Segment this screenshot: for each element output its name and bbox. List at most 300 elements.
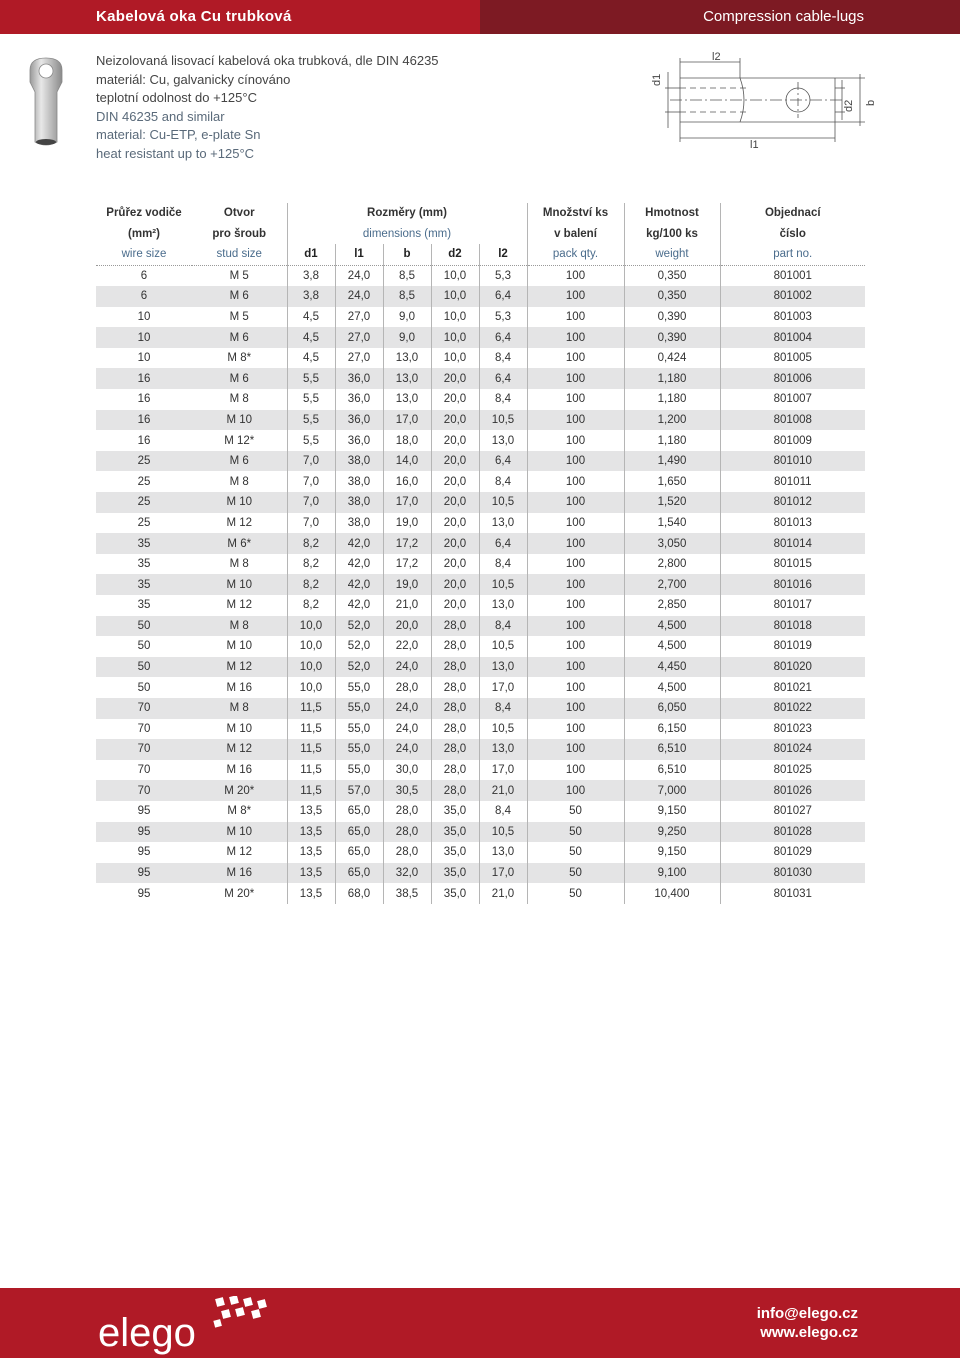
cell-b: 30,5 <box>383 780 431 801</box>
cell-wire: 6 <box>96 286 192 307</box>
cell-d1: 5,5 <box>287 389 335 410</box>
label-d1: d1 <box>651 73 663 86</box>
table-row <box>96 492 865 513</box>
cell-weight: 1,540 <box>624 513 720 534</box>
cell-stud: M 20* <box>192 780 287 801</box>
cell-pack: 50 <box>527 822 624 843</box>
cell-part: 801018 <box>720 616 865 637</box>
cell-stud: M 6 <box>192 327 287 348</box>
cell-stud: M 8 <box>192 616 287 637</box>
cell-l1: 38,0 <box>335 451 383 472</box>
table-row <box>96 554 865 575</box>
cell-stud: M 8 <box>192 389 287 410</box>
cell-part: 801027 <box>720 801 865 822</box>
table-row <box>96 739 865 760</box>
cell-d1: 11,5 <box>287 739 335 760</box>
cell-l2: 8,4 <box>479 348 527 369</box>
cell-part: 801029 <box>720 842 865 863</box>
cell-wire: 10 <box>96 307 192 328</box>
cell-wire: 16 <box>96 368 192 389</box>
label-l1: l1 <box>750 139 759 151</box>
cell-stud: M 10 <box>192 492 287 513</box>
elego-logo <box>96 1296 286 1356</box>
table-row <box>96 389 865 410</box>
cell-pack: 100 <box>527 410 624 431</box>
cell-b: 19,0 <box>383 574 431 595</box>
cell-stud: M 12 <box>192 657 287 678</box>
cell-pack: 100 <box>527 574 624 595</box>
cell-d2: 20,0 <box>431 574 479 595</box>
header-pack: Množství ks <box>527 203 624 224</box>
cell-b: 28,0 <box>383 822 431 843</box>
cell-d2: 10,0 <box>431 348 479 369</box>
cell-b: 16,0 <box>383 471 431 492</box>
cell-wire: 35 <box>96 595 192 616</box>
table-row <box>96 574 865 595</box>
table-row <box>96 533 865 554</box>
cell-wire: 16 <box>96 430 192 451</box>
cell-d2: 20,0 <box>431 471 479 492</box>
cell-part: 801009 <box>720 430 865 451</box>
cell-weight: 0,350 <box>624 286 720 307</box>
cell-pack: 100 <box>527 348 624 369</box>
table-row <box>96 863 865 884</box>
cell-pack: 100 <box>527 719 624 740</box>
cell-b: 28,0 <box>383 842 431 863</box>
cell-d1: 8,2 <box>287 574 335 595</box>
title-en: Compression cable-lugs <box>480 0 960 34</box>
cell-d2: 28,0 <box>431 780 479 801</box>
cell-stud: M 8 <box>192 471 287 492</box>
cell-stud: M 10 <box>192 636 287 657</box>
cell-part: 801006 <box>720 368 865 389</box>
cell-b: 20,0 <box>383 616 431 637</box>
cell-weight: 1,650 <box>624 471 720 492</box>
cell-d2: 20,0 <box>431 492 479 513</box>
table-row <box>96 719 865 740</box>
cell-l1: 68,0 <box>335 883 383 904</box>
cable-lug-photo <box>24 56 68 148</box>
cell-d1: 10,0 <box>287 677 335 698</box>
cell-l1: 27,0 <box>335 307 383 328</box>
cell-l2: 17,0 <box>479 677 527 698</box>
cell-stud: M 16 <box>192 677 287 698</box>
cell-l1: 57,0 <box>335 780 383 801</box>
cell-weight: 9,100 <box>624 863 720 884</box>
table-row <box>96 698 865 719</box>
cell-d1: 10,0 <box>287 657 335 678</box>
cell-wire: 50 <box>96 616 192 637</box>
cell-part: 801011 <box>720 471 865 492</box>
cell-d2: 28,0 <box>431 616 479 637</box>
cell-d2: 20,0 <box>431 389 479 410</box>
cell-stud: M 12 <box>192 842 287 863</box>
cell-weight: 2,800 <box>624 554 720 575</box>
cell-pack: 100 <box>527 636 624 657</box>
table-row <box>96 286 865 307</box>
cell-l1: 42,0 <box>335 554 383 575</box>
cell-pack: 50 <box>527 883 624 904</box>
cell-wire: 70 <box>96 760 192 781</box>
cell-wire: 10 <box>96 348 192 369</box>
cell-wire: 25 <box>96 513 192 534</box>
cell-stud: M 8 <box>192 554 287 575</box>
cell-weight: 10,400 <box>624 883 720 904</box>
cell-d2: 28,0 <box>431 739 479 760</box>
cell-l2: 6,4 <box>479 327 527 348</box>
cell-l2: 13,0 <box>479 657 527 678</box>
cell-weight: 0,390 <box>624 307 720 328</box>
cell-l2: 13,0 <box>479 595 527 616</box>
cell-d1: 11,5 <box>287 698 335 719</box>
cell-d2: 28,0 <box>431 719 479 740</box>
cell-stud: M 12 <box>192 739 287 760</box>
cell-wire: 95 <box>96 863 192 884</box>
header-stud: Otvor <box>223 207 255 220</box>
label-l2: l2 <box>712 51 721 63</box>
cell-pack: 100 <box>527 698 624 719</box>
cell-weight: 4,500 <box>624 616 720 637</box>
cell-l2: 8,4 <box>479 389 527 410</box>
cell-pack: 100 <box>527 430 624 451</box>
cell-pack: 100 <box>527 389 624 410</box>
cell-stud: M 16 <box>192 760 287 781</box>
cell-l1: 65,0 <box>335 863 383 884</box>
header-dims: Rozměry (mm) <box>287 203 527 224</box>
cell-wire: 95 <box>96 822 192 843</box>
cell-pack: 100 <box>527 616 624 637</box>
cell-d2: 20,0 <box>431 513 479 534</box>
header-bar <box>0 0 960 34</box>
header-weight-en: weight <box>624 244 720 265</box>
cell-part: 801020 <box>720 657 865 678</box>
cell-l2: 10,5 <box>479 719 527 740</box>
cell-d1: 4,5 <box>287 327 335 348</box>
header-d2: d2 <box>431 244 479 265</box>
cell-pack: 50 <box>527 863 624 884</box>
cell-part: 801017 <box>720 595 865 616</box>
cell-d2: 35,0 <box>431 822 479 843</box>
cell-l1: 38,0 <box>335 492 383 513</box>
cell-weight: 1,520 <box>624 492 720 513</box>
header-dims-en: dimensions (mm) <box>287 224 527 245</box>
table-row <box>96 842 865 863</box>
cell-l2: 6,4 <box>479 533 527 554</box>
header-pack-sub: v balení <box>527 224 624 245</box>
cell-weight: 1,490 <box>624 451 720 472</box>
cell-weight: 0,424 <box>624 348 720 369</box>
cell-b: 30,0 <box>383 760 431 781</box>
cell-pack: 100 <box>527 595 624 616</box>
cell-wire: 70 <box>96 719 192 740</box>
cell-d1: 8,2 <box>287 533 335 554</box>
cell-b: 17,0 <box>383 410 431 431</box>
cell-d2: 28,0 <box>431 677 479 698</box>
header-b: b <box>383 244 431 265</box>
header-wire-en: wire size <box>96 244 192 265</box>
cell-stud: M 6* <box>192 533 287 554</box>
header-weight-unit: kg/100 ks <box>624 224 720 245</box>
cell-stud: M 10 <box>192 410 287 431</box>
table-row <box>96 471 865 492</box>
cell-weight: 9,150 <box>624 801 720 822</box>
cell-part: 801016 <box>720 574 865 595</box>
header-part-en: part no. <box>720 244 865 265</box>
cell-l2: 10,5 <box>479 574 527 595</box>
cell-part: 801024 <box>720 739 865 760</box>
desc-cz-2: materiál: Cu, galvanicky cínováno <box>96 71 291 87</box>
cell-d2: 20,0 <box>431 595 479 616</box>
cell-part: 801014 <box>720 533 865 554</box>
cell-wire: 95 <box>96 801 192 822</box>
cell-part: 801007 <box>720 389 865 410</box>
cell-d1: 13,5 <box>287 883 335 904</box>
cell-wire: 70 <box>96 780 192 801</box>
table-row <box>96 760 865 781</box>
cell-d2: 10,0 <box>431 265 479 286</box>
cell-part: 801031 <box>720 883 865 904</box>
cell-weight: 1,200 <box>624 410 720 431</box>
cell-l1: 55,0 <box>335 739 383 760</box>
cell-stud: M 20* <box>192 883 287 904</box>
table-row <box>96 801 865 822</box>
cell-stud: M 6 <box>192 368 287 389</box>
cell-weight: 3,050 <box>624 533 720 554</box>
cell-weight: 1,180 <box>624 368 720 389</box>
cell-b: 8,5 <box>383 265 431 286</box>
cell-l2: 8,4 <box>479 471 527 492</box>
table-row <box>96 451 865 472</box>
cell-d1: 3,8 <box>287 265 335 286</box>
cell-l1: 52,0 <box>335 616 383 637</box>
cell-d1: 5,5 <box>287 368 335 389</box>
cell-part: 801003 <box>720 307 865 328</box>
cell-wire: 16 <box>96 389 192 410</box>
title-cz: Kabelová oka Cu trubková <box>0 0 480 34</box>
cell-wire: 50 <box>96 636 192 657</box>
contact-info <box>757 1304 858 1342</box>
cell-b: 13,0 <box>383 368 431 389</box>
cell-stud: M 8 <box>192 698 287 719</box>
cell-weight: 6,050 <box>624 698 720 719</box>
cell-l1: 65,0 <box>335 801 383 822</box>
cell-d1: 11,5 <box>287 760 335 781</box>
cell-part: 801023 <box>720 719 865 740</box>
technical-drawing <box>640 50 880 160</box>
cell-stud: M 12* <box>192 430 287 451</box>
table-row <box>96 430 865 451</box>
cell-weight: 9,150 <box>624 842 720 863</box>
cell-part: 801028 <box>720 822 865 843</box>
cell-wire: 35 <box>96 554 192 575</box>
table-row <box>96 780 865 801</box>
table-row <box>96 348 865 369</box>
cell-stud: M 12 <box>192 595 287 616</box>
cell-l2: 21,0 <box>479 780 527 801</box>
cell-pack: 100 <box>527 657 624 678</box>
cell-b: 17,0 <box>383 492 431 513</box>
cell-l1: 42,0 <box>335 533 383 554</box>
cell-d2: 10,0 <box>431 286 479 307</box>
cell-l1: 38,0 <box>335 513 383 534</box>
email-link[interactable]: info@elego.cz <box>756 1305 858 1322</box>
cell-d1: 7,0 <box>287 492 335 513</box>
cell-weight: 4,500 <box>624 677 720 698</box>
cell-l2: 10,5 <box>479 492 527 513</box>
cell-d1: 4,5 <box>287 348 335 369</box>
table-row <box>96 307 865 328</box>
header-l2: l2 <box>479 244 527 265</box>
cell-d1: 5,5 <box>287 410 335 431</box>
desc-en-2: material: Cu-ETP, e-plate Sn <box>96 127 261 142</box>
cell-weight: 4,500 <box>624 636 720 657</box>
cell-d2: 35,0 <box>431 801 479 822</box>
cell-l2: 6,4 <box>479 368 527 389</box>
cell-d2: 20,0 <box>431 554 479 575</box>
cell-d1: 13,5 <box>287 863 335 884</box>
cell-l1: 24,0 <box>335 286 383 307</box>
cell-l2: 5,3 <box>479 307 527 328</box>
cell-pack: 100 <box>527 492 624 513</box>
cell-weight: 6,150 <box>624 719 720 740</box>
cell-pack: 100 <box>527 780 624 801</box>
website-link[interactable]: www.elego.cz <box>760 1324 858 1341</box>
desc-en-3: heat resistant up to +125°C <box>96 145 255 161</box>
table-row <box>96 616 865 637</box>
table-row <box>96 883 865 904</box>
cell-weight: 2,700 <box>624 574 720 595</box>
cell-b: 22,0 <box>383 636 431 657</box>
cell-wire: 95 <box>96 883 192 904</box>
label-d2: d2 <box>843 99 855 112</box>
cell-d1: 5,5 <box>287 430 335 451</box>
cell-b: 24,0 <box>383 657 431 678</box>
cell-l1: 65,0 <box>335 822 383 843</box>
cell-weight: 6,510 <box>624 760 720 781</box>
header-stud-sub: pro šroub <box>212 227 267 240</box>
cell-pack: 100 <box>527 760 624 781</box>
cell-b: 13,0 <box>383 348 431 369</box>
cell-l2: 17,0 <box>479 760 527 781</box>
cell-d1: 11,5 <box>287 780 335 801</box>
cell-d2: 28,0 <box>431 636 479 657</box>
cell-stud: M 16 <box>192 863 287 884</box>
cell-pack: 100 <box>527 513 624 534</box>
cell-l1: 55,0 <box>335 719 383 740</box>
cell-l2: 10,5 <box>479 636 527 657</box>
cell-pack: 100 <box>527 286 624 307</box>
cell-l2: 6,4 <box>479 451 527 472</box>
cell-d2: 20,0 <box>431 368 479 389</box>
cell-part: 801015 <box>720 554 865 575</box>
cell-wire: 6 <box>96 265 192 286</box>
cell-d1: 7,0 <box>287 513 335 534</box>
cell-b: 17,2 <box>383 554 431 575</box>
cell-pack: 100 <box>527 533 624 554</box>
cell-weight: 0,390 <box>624 327 720 348</box>
cell-wire: 70 <box>96 698 192 719</box>
table-row <box>96 513 865 534</box>
cell-l1: 55,0 <box>335 698 383 719</box>
cell-b: 14,0 <box>383 451 431 472</box>
product-table <box>96 203 865 904</box>
desc-en-1: DIN 46235 and similar <box>96 108 225 124</box>
cell-d1: 3,8 <box>287 286 335 307</box>
cell-part: 801005 <box>720 348 865 369</box>
cell-part: 801004 <box>720 327 865 348</box>
cell-b: 24,0 <box>383 739 431 760</box>
cell-b: 24,0 <box>383 698 431 719</box>
cell-part: 801022 <box>720 698 865 719</box>
cell-pack: 100 <box>527 307 624 328</box>
cell-part: 801021 <box>720 677 865 698</box>
cell-stud: M 10 <box>192 719 287 740</box>
table-row <box>96 327 865 348</box>
cell-l2: 17,0 <box>479 863 527 884</box>
cell-d1: 8,2 <box>287 595 335 616</box>
cell-weight: 1,180 <box>624 389 720 410</box>
cell-d2: 28,0 <box>431 698 479 719</box>
table-row <box>96 657 865 678</box>
cell-l2: 13,0 <box>479 739 527 760</box>
cell-pack: 100 <box>527 677 624 698</box>
cell-weight: 2,850 <box>624 595 720 616</box>
cell-d1: 7,0 <box>287 471 335 492</box>
cell-d1: 8,2 <box>287 554 335 575</box>
cell-pack: 50 <box>527 801 624 822</box>
cell-b: 28,0 <box>383 801 431 822</box>
cell-d1: 13,5 <box>287 842 335 863</box>
cell-d2: 35,0 <box>431 863 479 884</box>
cell-d2: 20,0 <box>431 451 479 472</box>
cell-l1: 36,0 <box>335 430 383 451</box>
cell-l2: 8,4 <box>479 801 527 822</box>
cell-b: 8,5 <box>383 286 431 307</box>
cell-weight: 4,450 <box>624 657 720 678</box>
header-d1: d1 <box>287 244 335 265</box>
header-wire-unit: (mm²) <box>128 227 160 240</box>
table-row <box>96 265 865 286</box>
cell-l2: 13,0 <box>479 430 527 451</box>
cell-wire: 16 <box>96 410 192 431</box>
cell-l1: 65,0 <box>335 842 383 863</box>
cell-l2: 8,4 <box>479 554 527 575</box>
header-part: Objednací <box>720 203 865 224</box>
cell-wire: 95 <box>96 842 192 863</box>
cell-weight: 1,180 <box>624 430 720 451</box>
cell-wire: 35 <box>96 533 192 554</box>
cell-l1: 36,0 <box>335 368 383 389</box>
cell-l1: 55,0 <box>335 677 383 698</box>
cell-wire: 25 <box>96 492 192 513</box>
cell-part: 801002 <box>720 286 865 307</box>
cell-d1: 7,0 <box>287 451 335 472</box>
cell-d2: 20,0 <box>431 430 479 451</box>
cell-pack: 100 <box>527 368 624 389</box>
header-weight: Hmotnost <box>624 203 720 224</box>
cell-l1: 38,0 <box>335 471 383 492</box>
cell-l2: 13,0 <box>479 842 527 863</box>
cell-d1: 10,0 <box>287 616 335 637</box>
cell-stud: M 10 <box>192 822 287 843</box>
header-pack-en: pack qty. <box>527 244 624 265</box>
cell-weight: 6,510 <box>624 739 720 760</box>
cell-b: 17,2 <box>383 533 431 554</box>
table-body <box>96 265 865 904</box>
cell-pack: 100 <box>527 554 624 575</box>
table-row <box>96 636 865 657</box>
cell-wire: 25 <box>96 451 192 472</box>
